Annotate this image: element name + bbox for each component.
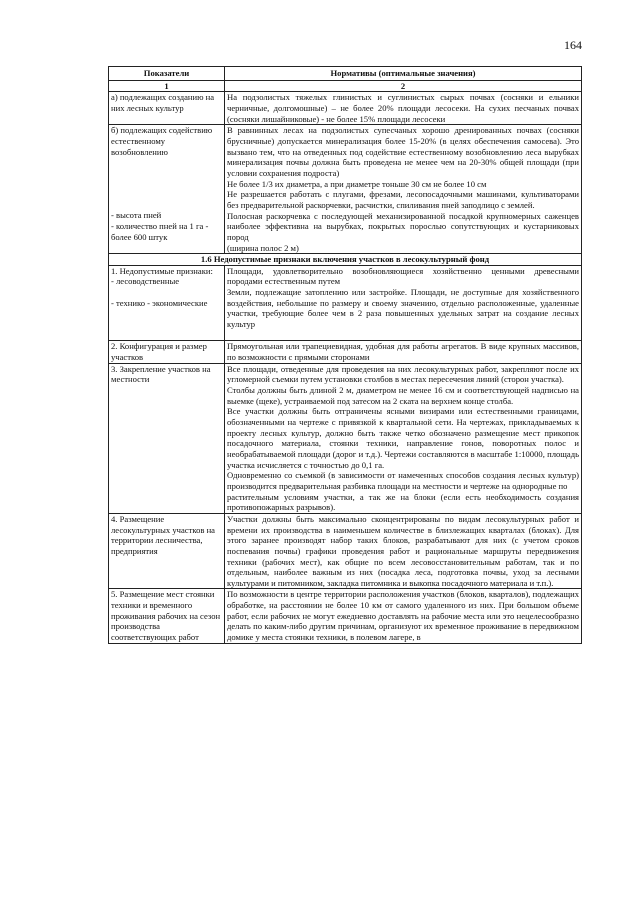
paragraph: На подзолистых тяжелых глинистых и суглинистых сырых почвах (сосняки и ельники черничные, долгомошные) – не более 20% площади лесосеки. На сухих песчаных почвах (сосняки лишайниковые) - не более 15% площади лесосеки bbox=[227, 92, 579, 124]
paragraph: - лесоводственные bbox=[111, 276, 180, 287]
table-row bbox=[109, 363, 582, 513]
table-body-before bbox=[109, 92, 582, 254]
column-number-row bbox=[109, 80, 582, 92]
page-number: 164 bbox=[564, 38, 582, 52]
table-body-after bbox=[109, 265, 582, 643]
spacer bbox=[111, 157, 222, 168]
norm-cell bbox=[225, 125, 582, 254]
paragraph: 5. Размещение мест стоянки техники и временного проживания рабочих на сезон производства соответствующих работ bbox=[111, 589, 221, 643]
table-row bbox=[109, 513, 582, 589]
header-indicators: Показатели bbox=[109, 67, 225, 81]
table-row bbox=[109, 265, 582, 341]
indicator-cell bbox=[109, 125, 225, 254]
paragraph: Не разрешается работать с плугами, фрезами, лесопосадочными машинами, культиваторами без предварительной раскорчевки, расчистки, спиливания пней заподлицо с землей. bbox=[227, 189, 579, 210]
paragraph: - технико - экономические bbox=[111, 297, 208, 308]
norm-cell bbox=[225, 341, 582, 363]
paragraph: 1. Недопустимые признаки: bbox=[111, 265, 213, 276]
paragraph: Площади, удовлетворительно возобновляющиеся хозяйственно ценными древесными породами естественным путем bbox=[227, 265, 579, 287]
paragraph: - высота пней bbox=[111, 210, 162, 221]
spacer bbox=[111, 189, 222, 200]
indicator-cell bbox=[109, 513, 225, 589]
paragraph: По возможности в центре территории расположения участков (блоков, кварталов), подлежащих обработке, на расстоянии не более 10 км от самого удаленного из них. При большом объеме работ, если рабочих не могут ежедневно доставлять на рабочие места или это нецелесообразно делать по каким-либо другим причинам, организуют их временное проживание в передвижном домике у места стоянки техники, в полевом лагере, в bbox=[227, 589, 579, 643]
paragraph: Не более 1/3 их диаметра, а при диаметре тоньше 30 см не более 10 см bbox=[227, 178, 487, 189]
paragraph: 4. Размещение лесокультурных участков на территории лесничества, предприятия bbox=[111, 513, 215, 556]
paragraph: Все участки должны быть отграничены ясными визирами или естественными границами, обозначенными на чертеже с привязкой к квартальной сети. На чертежах, прикладываемых к проекту лесных культур, должно быть также четко обозначено размещение мест прикопок посадочного материала, стоянки техники, направление гонов, поворотных полос и необрабатываемой площади (дорог и т.д.). Чертежи составляются в масштабе 1:10000, площадь участка исчисляется с точностью до 0,1 га. bbox=[227, 406, 579, 470]
paragraph: Все площади, отведенные для проведения на них лесокультурных работ, закрепляют после их угломерной съемки путем установки столбов в местах пересечения линий (сторон участка). bbox=[227, 363, 579, 385]
paragraph: 3. Закрепление участков на местности bbox=[111, 363, 211, 385]
table-row bbox=[109, 341, 582, 363]
spacer bbox=[111, 179, 222, 190]
table-row bbox=[109, 92, 582, 125]
paragraph: Земли, подлежащие затоплению или застройке. Площади, не доступные для хозяйственного воздействия, небольшие по размеру и своему значению, отдельно расположенные, удаленные участки, требующие более чем в 2 раза повышенных удельных затрат на создание лесных культур bbox=[227, 287, 579, 330]
column-number-1: 1 bbox=[109, 80, 225, 92]
table-row bbox=[109, 589, 582, 643]
table-row bbox=[109, 125, 582, 254]
indicator-cell bbox=[109, 589, 225, 643]
norm-cell bbox=[225, 513, 582, 589]
column-number-2: 2 bbox=[225, 80, 582, 92]
norm-cell bbox=[225, 265, 582, 341]
paragraph: растительным условиям участки, а так же на блоки (если есть необходимость создания противопожарных разрывов). bbox=[227, 491, 579, 513]
indicator-cell bbox=[109, 341, 225, 363]
section-row bbox=[109, 254, 582, 266]
paragraph: Прямоугольная или трапециевидная, удобная для работы агрегатов. В виде крупных массивов, по возможности с прямыми сторонами bbox=[227, 341, 579, 363]
norm-cell bbox=[225, 92, 582, 125]
spacer bbox=[111, 200, 222, 211]
indicator-cell bbox=[109, 363, 225, 513]
spacer bbox=[227, 330, 579, 341]
paragraph: 2. Конфигурация и размер участков bbox=[111, 341, 207, 363]
paragraph: б) подлежащих содействию естественному возобновлению bbox=[111, 125, 213, 157]
section-title: 1.6 Недопустимые признаки включения участков в лесокультурный фонд bbox=[109, 254, 582, 266]
spacer bbox=[111, 168, 222, 179]
spacer bbox=[111, 287, 222, 298]
paragraph: Одновременно со съемкой (в зависимости от намеченных способов создания лесных культур) производится предварительная разбивка площади на местности и чертеже на однородные по bbox=[227, 470, 579, 491]
paragraph: Полосная раскорчевка с последующей механизированной посадкой крупномерных саженцев наиболее эффективна на вырубках, покрытых порослью сопутствующих и кустарниковых пород bbox=[227, 210, 579, 242]
indicator-cell bbox=[109, 265, 225, 341]
table-header-row bbox=[109, 67, 582, 81]
norm-cell bbox=[225, 589, 582, 643]
paragraph: Столбы должны быть длиной 2 м, диаметром не менее 16 см и соответствующей надписью на выемке (щеке), устраиваемой под затесом на 2 ската на верхнем конце столба. bbox=[227, 385, 579, 406]
paragraph: Участки должны быть максимально сконцентрированы по видам лесокультурных работ и времени их производства в наименьшем количестве в близлежащих кварталах (блоках). Для этого заранее производят набор таких блоков, разрабатывают для них (с учетом сроков поспевания почвы) графики проведения работ и рациональные маршруты передвижения техники (рабочих мест), как общие по всем лесовосстановительным работам, так и по отдельным, наиболее важным из них (посадка леса, подготовка почвы, уход за лесными культурами и питомником, закладка питомника и выкопка посадочного материала и т.п.). bbox=[227, 513, 579, 588]
norm-cell bbox=[225, 363, 582, 513]
header-norms: Нормативы (оптимальные значения) bbox=[225, 67, 582, 81]
paragraph: - количество пней на 1 га - более 600 штук bbox=[111, 221, 209, 242]
paragraph: (ширина полос 2 м) bbox=[227, 242, 299, 253]
paragraph: а) подлежащих созданию на них лесных культур bbox=[111, 92, 215, 113]
paragraph: В равнинных лесах на подзолистых супесчаных хорошо дренированных почвах (сосняки брусничные) допускается минерализация более 15-20% (в целях обеспечения самосева). Это вызвано тем, что на отведенных под содействие естественному возобновлению леса вырубках минерализация почвы должна быть проведена не менее чем на 20-30% общей площади (при условии сохранения подроста) bbox=[227, 125, 579, 178]
indicator-cell bbox=[109, 92, 225, 125]
norms-table bbox=[108, 66, 582, 644]
